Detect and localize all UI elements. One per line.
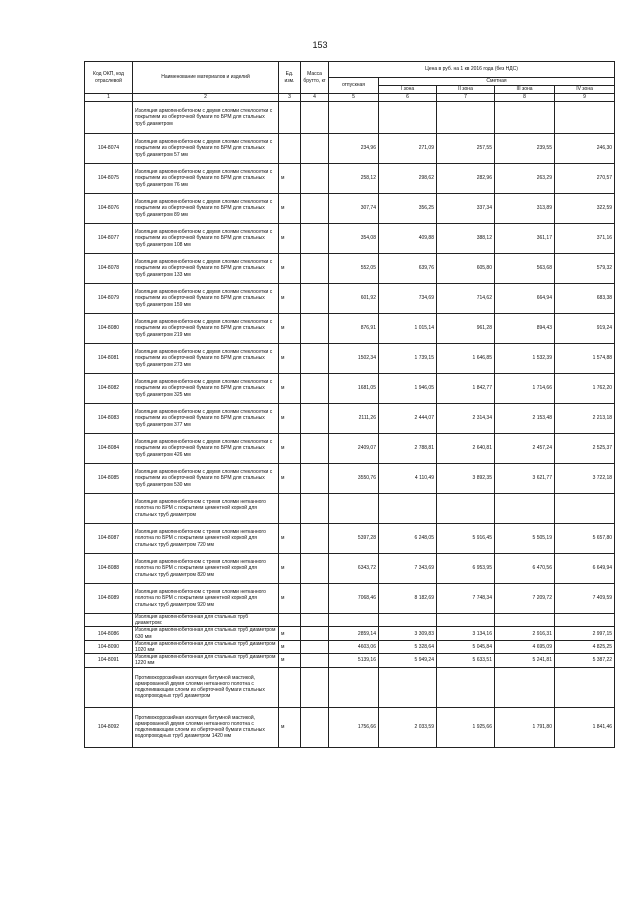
row-zone-1-price: 5 328,64	[379, 640, 437, 653]
row-release-price: 5397,28	[329, 524, 379, 554]
row-unit: м	[279, 224, 301, 254]
row-release-price: 2111,26	[329, 404, 379, 434]
row-mass	[301, 627, 329, 640]
row-zone-2-price: 5 916,45	[437, 524, 495, 554]
row-code: 104-8085	[85, 464, 133, 494]
row-name: Изоляция армопенобетонная для стальных труб диаметром 1220 мм	[133, 654, 279, 667]
column-number: 9	[555, 94, 615, 102]
column-number: 5	[329, 94, 379, 102]
row-name: Изоляция армопенобетоном с двумя слоями стеклосетки с покрытием из оберточной бумаги по БРМ для стальных труб диаметром 133 мм	[133, 254, 279, 284]
row-zone-2-price: 5 045,84	[437, 640, 495, 653]
row-mass	[301, 584, 329, 614]
row-zone-1-price	[379, 102, 437, 134]
column-number: 3	[279, 94, 301, 102]
row-name: Изоляция армопенобетоном с двумя слоями стеклосетки с покрытием из оберточной бумаги по БРМ для стальных труб диаметром 325 мм	[133, 374, 279, 404]
row-release-price	[329, 494, 379, 524]
row-unit: м	[279, 404, 301, 434]
row-mass	[301, 404, 329, 434]
row-zone-1-price: 1 739,15	[379, 344, 437, 374]
row-zone-1-price: 5 949,24	[379, 654, 437, 667]
table-row	[85, 614, 615, 627]
row-zone-2-price: 3 134,16	[437, 627, 495, 640]
row-mass	[301, 284, 329, 314]
row-name: Изоляция армопенобетоном с тремя слоями нетканного полотна по БРМ с покрытием цементной коркой для стальных труб диаметром	[133, 494, 279, 524]
row-unit: м	[279, 434, 301, 464]
row-mass	[301, 524, 329, 554]
row-zone-4-price: 6 649,94	[555, 554, 615, 584]
row-zone-4-price: 7 409,59	[555, 584, 615, 614]
row-code	[85, 614, 133, 627]
row-zone-3-price: 3 621,77	[495, 464, 555, 494]
row-zone-2-price: 714,62	[437, 284, 495, 314]
row-code: 104-8086	[85, 627, 133, 640]
row-zone-4-price: 371,16	[555, 224, 615, 254]
row-zone-1-price: 4 110,49	[379, 464, 437, 494]
table-row	[85, 374, 615, 404]
row-zone-3-price: 2 916,31	[495, 627, 555, 640]
row-release-price: 3550,76	[329, 464, 379, 494]
row-release-price	[329, 614, 379, 627]
row-code: 104-8081	[85, 344, 133, 374]
table-row	[85, 102, 615, 134]
row-zone-2-price: 961,28	[437, 314, 495, 344]
table-row	[85, 584, 615, 614]
row-release-price: 1756,66	[329, 707, 379, 747]
table-row	[85, 254, 615, 284]
row-code: 104-8080	[85, 314, 133, 344]
row-zone-3-price: 5 241,81	[495, 654, 555, 667]
row-release-price: 258,12	[329, 164, 379, 194]
header-release: отпускная	[329, 78, 379, 94]
row-zone-2-price: 6 953,95	[437, 554, 495, 584]
row-name: Изоляция армопенобетонная для стальных труб диаметром 1020 мм	[133, 640, 279, 653]
row-mass	[301, 464, 329, 494]
row-code: 104-8087	[85, 524, 133, 554]
row-zone-1-price	[379, 614, 437, 627]
table-row	[85, 627, 615, 640]
row-zone-3-price: 5 505,19	[495, 524, 555, 554]
row-zone-1-price: 298,62	[379, 164, 437, 194]
row-code: 104-8083	[85, 404, 133, 434]
row-unit	[279, 614, 301, 627]
row-code: 104-8082	[85, 374, 133, 404]
row-name: Изоляция армопенобетоном с двумя слоями стеклосетки с покрытием из оберточной бумаги по БРМ для стальных труб диаметром 273 мм	[133, 344, 279, 374]
row-zone-2-price: 2 640,81	[437, 434, 495, 464]
row-zone-3-price: 563,68	[495, 254, 555, 284]
row-zone-2-price: 2 314,34	[437, 404, 495, 434]
row-zone-4-price: 1 574,88	[555, 344, 615, 374]
table-row	[85, 284, 615, 314]
column-number: 1	[85, 94, 133, 102]
header-zone-4: IV зона	[555, 86, 615, 94]
row-unit	[279, 102, 301, 134]
row-zone-2-price: 605,80	[437, 254, 495, 284]
row-mass	[301, 614, 329, 627]
row-code: 104-8089	[85, 584, 133, 614]
row-name: Изоляция армопенобетоном с двумя слоями стеклосетки с покрытием из оберточной бумаги по БРМ для стальных труб диаметром 57 мм	[133, 134, 279, 164]
row-zone-2-price: 337,34	[437, 194, 495, 224]
row-code: 104-8088	[85, 554, 133, 584]
table-row	[85, 524, 615, 554]
row-release-price: 307,74	[329, 194, 379, 224]
row-zone-2-price	[437, 494, 495, 524]
row-name: Изоляция армопенобетоном с двумя слоями стеклосетки с покрытием из оберточной бумаги по БРМ для стальных труб диаметром 159 мм	[133, 284, 279, 314]
column-number: 8	[495, 94, 555, 102]
row-release-price: 234,96	[329, 134, 379, 164]
row-name: Изоляция армопенобетоном с двумя слоями стеклосетки с покрытием из оберточной бумаги по БРМ для стальных труб диаметром 426 мм	[133, 434, 279, 464]
price-table	[84, 61, 615, 748]
row-unit: м	[279, 194, 301, 224]
row-zone-3-price: 1 714,66	[495, 374, 555, 404]
row-release-price: 2409,07	[329, 434, 379, 464]
row-code: 104-8079	[85, 284, 133, 314]
row-code: 104-8090	[85, 640, 133, 653]
row-code: 104-8074	[85, 134, 133, 164]
header-zone-3: III зона	[495, 86, 555, 94]
header-price-group: Цена в руб. на 1 кв 2016 года (без НДС)	[329, 62, 615, 78]
row-unit: м	[279, 164, 301, 194]
table-row	[85, 667, 615, 707]
row-zone-3-price: 361,17	[495, 224, 555, 254]
row-zone-3-price: 2 153,48	[495, 404, 555, 434]
row-zone-4-price: 322,59	[555, 194, 615, 224]
row-zone-3-price: 7 209,72	[495, 584, 555, 614]
row-zone-4-price: 2 525,37	[555, 434, 615, 464]
row-zone-1-price: 6 248,05	[379, 524, 437, 554]
table-row	[85, 404, 615, 434]
row-mass	[301, 707, 329, 747]
row-zone-2-price: 3 892,35	[437, 464, 495, 494]
row-zone-4-price: 1 841,46	[555, 707, 615, 747]
row-zone-3-price: 263,29	[495, 164, 555, 194]
row-zone-1-price: 2 444,07	[379, 404, 437, 434]
column-number: 6	[379, 94, 437, 102]
row-mass	[301, 654, 329, 667]
row-mass	[301, 224, 329, 254]
row-code: 104-8078	[85, 254, 133, 284]
row-name: Изоляция армопенобетонная для стальных труб диаметром:	[133, 614, 279, 627]
row-zone-4-price: 1 762,20	[555, 374, 615, 404]
row-mass	[301, 314, 329, 344]
row-zone-1-price: 639,76	[379, 254, 437, 284]
row-unit: м	[279, 627, 301, 640]
row-unit: м	[279, 707, 301, 747]
row-name: Изоляция армопенобетоном с тремя слоями нетканного полотна по БРМ с покрытием цементной коркой для стальных труб диаметром 820 мм	[133, 554, 279, 584]
header-estimate: Сметная	[379, 78, 615, 86]
row-zone-1-price: 356,25	[379, 194, 437, 224]
row-zone-1-price: 2 788,81	[379, 434, 437, 464]
row-zone-2-price: 5 633,51	[437, 654, 495, 667]
row-unit: м	[279, 314, 301, 344]
row-code	[85, 667, 133, 707]
row-mass	[301, 194, 329, 224]
header-name: Наименование материалов и изделий	[133, 62, 279, 94]
table-row	[85, 554, 615, 584]
row-zone-4-price	[555, 102, 615, 134]
row-zone-1-price: 8 182,69	[379, 584, 437, 614]
table-body	[85, 102, 615, 748]
row-code: 104-8075	[85, 164, 133, 194]
table-row	[85, 707, 615, 747]
row-unit: м	[279, 584, 301, 614]
row-zone-2-price	[437, 667, 495, 707]
row-zone-2-price: 1 842,77	[437, 374, 495, 404]
row-zone-4-price: 579,32	[555, 254, 615, 284]
row-zone-4-price	[555, 614, 615, 627]
row-release-price: 354,08	[329, 224, 379, 254]
row-zone-3-price	[495, 614, 555, 627]
row-unit: м	[279, 654, 301, 667]
row-unit: м	[279, 554, 301, 584]
row-release-price: 876,91	[329, 314, 379, 344]
row-mass	[301, 374, 329, 404]
row-name: Противокоррозийная изоляция битумной мастикой, армированной двумя слоями нетканного полотна с подклеивающим слоем из оберточной бумаги стальных водопроводных труб диаметром 1420 мм	[133, 707, 279, 747]
header-unit: Ед. изм.	[279, 62, 301, 94]
header-mass: Масса брутто, кг	[301, 62, 329, 94]
row-mass	[301, 434, 329, 464]
row-mass	[301, 554, 329, 584]
row-zone-1-price: 271,09	[379, 134, 437, 164]
row-release-price: 2859,14	[329, 627, 379, 640]
table-row	[85, 464, 615, 494]
row-zone-4-price	[555, 494, 615, 524]
row-name: Изоляция армопенобетоном с тремя слоями нетканного полотна по БРМ с покрытием цементной коркой для стальных труб диаметром 920 мм	[133, 584, 279, 614]
row-zone-2-price: 388,12	[437, 224, 495, 254]
row-zone-1-price: 1 015,14	[379, 314, 437, 344]
row-name: Изоляция армопенобетоном с двумя слоями стеклосетки с покрытием из оберточной бумаги по БРМ для стальных труб диаметром 89 мм	[133, 194, 279, 224]
row-zone-2-price: 257,55	[437, 134, 495, 164]
row-name: Изоляция армопенобетоном с тремя слоями нетканного полотна по БРМ с покрытием цементной коркой для стальных труб диаметром 720 мм	[133, 524, 279, 554]
row-zone-1-price	[379, 667, 437, 707]
row-name: Изоляция армопенобетоном с двумя слоями стеклосетки с покрытием из оберточной бумаги по БРМ для стальных труб диаметром 530 мм	[133, 464, 279, 494]
row-name: Изоляция армопенобетоном с двумя слоями стеклосетки с покрытием из оберточной бумаги по БРМ для стальных труб диаметром	[133, 102, 279, 134]
row-zone-3-price: 1 532,39	[495, 344, 555, 374]
row-mass	[301, 102, 329, 134]
row-unit	[279, 134, 301, 164]
row-zone-1-price: 734,69	[379, 284, 437, 314]
row-name: Изоляция армопенобетонная для стальных труб диаметром 630 мм	[133, 627, 279, 640]
row-release-price	[329, 667, 379, 707]
row-zone-1-price: 1 946,05	[379, 374, 437, 404]
row-release-price: 5139,16	[329, 654, 379, 667]
row-zone-3-price: 6 470,56	[495, 554, 555, 584]
row-mass	[301, 134, 329, 164]
row-unit: м	[279, 284, 301, 314]
row-zone-4-price: 5 387,22	[555, 654, 615, 667]
column-number: 7	[437, 94, 495, 102]
row-zone-4-price: 919,24	[555, 314, 615, 344]
table-row	[85, 344, 615, 374]
table-row	[85, 134, 615, 164]
row-unit	[279, 667, 301, 707]
column-number: 2	[133, 94, 279, 102]
row-release-price: 1681,05	[329, 374, 379, 404]
column-number: 4	[301, 94, 329, 102]
row-zone-4-price: 246,30	[555, 134, 615, 164]
row-name: Изоляция армопенобетоном с двумя слоями стеклосетки с покрытием из оберточной бумаги по БРМ для стальных труб диаметром 76 мм	[133, 164, 279, 194]
header-code: Код ОКП, код отраслевой	[85, 62, 133, 94]
row-mass	[301, 640, 329, 653]
row-zone-2-price	[437, 102, 495, 134]
row-release-price: 4603,06	[329, 640, 379, 653]
row-unit: м	[279, 464, 301, 494]
row-release-price: 601,92	[329, 284, 379, 314]
row-unit	[279, 494, 301, 524]
row-zone-2-price: 282,96	[437, 164, 495, 194]
row-zone-4-price: 683,38	[555, 284, 615, 314]
row-code: 104-8076	[85, 194, 133, 224]
row-unit: м	[279, 374, 301, 404]
row-zone-1-price	[379, 494, 437, 524]
row-zone-4-price: 3 722,18	[555, 464, 615, 494]
table-row	[85, 194, 615, 224]
row-name: Изоляция армопенобетоном с двумя слоями стеклосетки с покрытием из оберточной бумаги по БРМ для стальных труб диаметром 108 мм	[133, 224, 279, 254]
row-zone-2-price	[437, 614, 495, 627]
table-row	[85, 164, 615, 194]
row-mass	[301, 164, 329, 194]
page-number: 153	[312, 40, 328, 50]
row-mass	[301, 667, 329, 707]
row-release-price	[329, 102, 379, 134]
row-zone-3-price: 664,94	[495, 284, 555, 314]
row-release-price: 7068,46	[329, 584, 379, 614]
row-code	[85, 102, 133, 134]
row-name: Изоляция армопенобетоном с двумя слоями стеклосетки с покрытием из оберточной бумаги по БРМ для стальных труб диаметром 219 мм	[133, 314, 279, 344]
row-unit: м	[279, 254, 301, 284]
row-zone-3-price: 239,55	[495, 134, 555, 164]
row-unit: м	[279, 344, 301, 374]
row-zone-2-price: 1 925,66	[437, 707, 495, 747]
row-zone-3-price	[495, 667, 555, 707]
table-row	[85, 314, 615, 344]
table-row	[85, 494, 615, 524]
row-zone-3-price: 313,89	[495, 194, 555, 224]
row-mass	[301, 254, 329, 284]
row-zone-3-price: 894,43	[495, 314, 555, 344]
row-unit: м	[279, 524, 301, 554]
row-release-price: 552,05	[329, 254, 379, 284]
row-zone-1-price: 409,88	[379, 224, 437, 254]
row-code: 104-8084	[85, 434, 133, 464]
row-zone-2-price: 7 748,34	[437, 584, 495, 614]
header-zone-1: I зона	[379, 86, 437, 94]
row-zone-1-price: 3 309,83	[379, 627, 437, 640]
row-zone-4-price	[555, 667, 615, 707]
row-zone-4-price: 2 997,15	[555, 627, 615, 640]
row-zone-1-price: 7 343,69	[379, 554, 437, 584]
row-code: 104-8092	[85, 707, 133, 747]
row-name: Изоляция армопенобетоном с двумя слоями стеклосетки с покрытием из оберточной бумаги по БРМ для стальных труб диаметром 377 мм	[133, 404, 279, 434]
row-zone-4-price: 270,57	[555, 164, 615, 194]
row-code	[85, 494, 133, 524]
row-release-price: 6343,72	[329, 554, 379, 584]
row-zone-3-price	[495, 494, 555, 524]
row-code: 104-8077	[85, 224, 133, 254]
row-zone-4-price: 2 213,18	[555, 404, 615, 434]
row-zone-3-price: 1 791,80	[495, 707, 555, 747]
row-zone-3-price: 4 695,09	[495, 640, 555, 653]
table-row	[85, 640, 615, 653]
table-row	[85, 434, 615, 464]
row-zone-3-price: 2 457,24	[495, 434, 555, 464]
table-row	[85, 654, 615, 667]
row-zone-4-price: 4 825,25	[555, 640, 615, 653]
header-zone-2: II зона	[437, 86, 495, 94]
row-code: 104-8091	[85, 654, 133, 667]
row-name: Противокоррозийная изоляция битумной мастикой, армированной двумя слоями нетканного полотна с подклеивающим слоем из оберточной бумаги стальных водопроводных труб диаметром	[133, 667, 279, 707]
row-release-price: 1502,34	[329, 344, 379, 374]
row-zone-3-price	[495, 102, 555, 134]
table-row	[85, 224, 615, 254]
row-mass	[301, 494, 329, 524]
row-zone-4-price: 5 657,80	[555, 524, 615, 554]
row-unit: м	[279, 640, 301, 653]
row-zone-1-price: 2 033,59	[379, 707, 437, 747]
column-numbers-row	[85, 94, 615, 102]
row-zone-2-price: 1 646,85	[437, 344, 495, 374]
row-mass	[301, 344, 329, 374]
